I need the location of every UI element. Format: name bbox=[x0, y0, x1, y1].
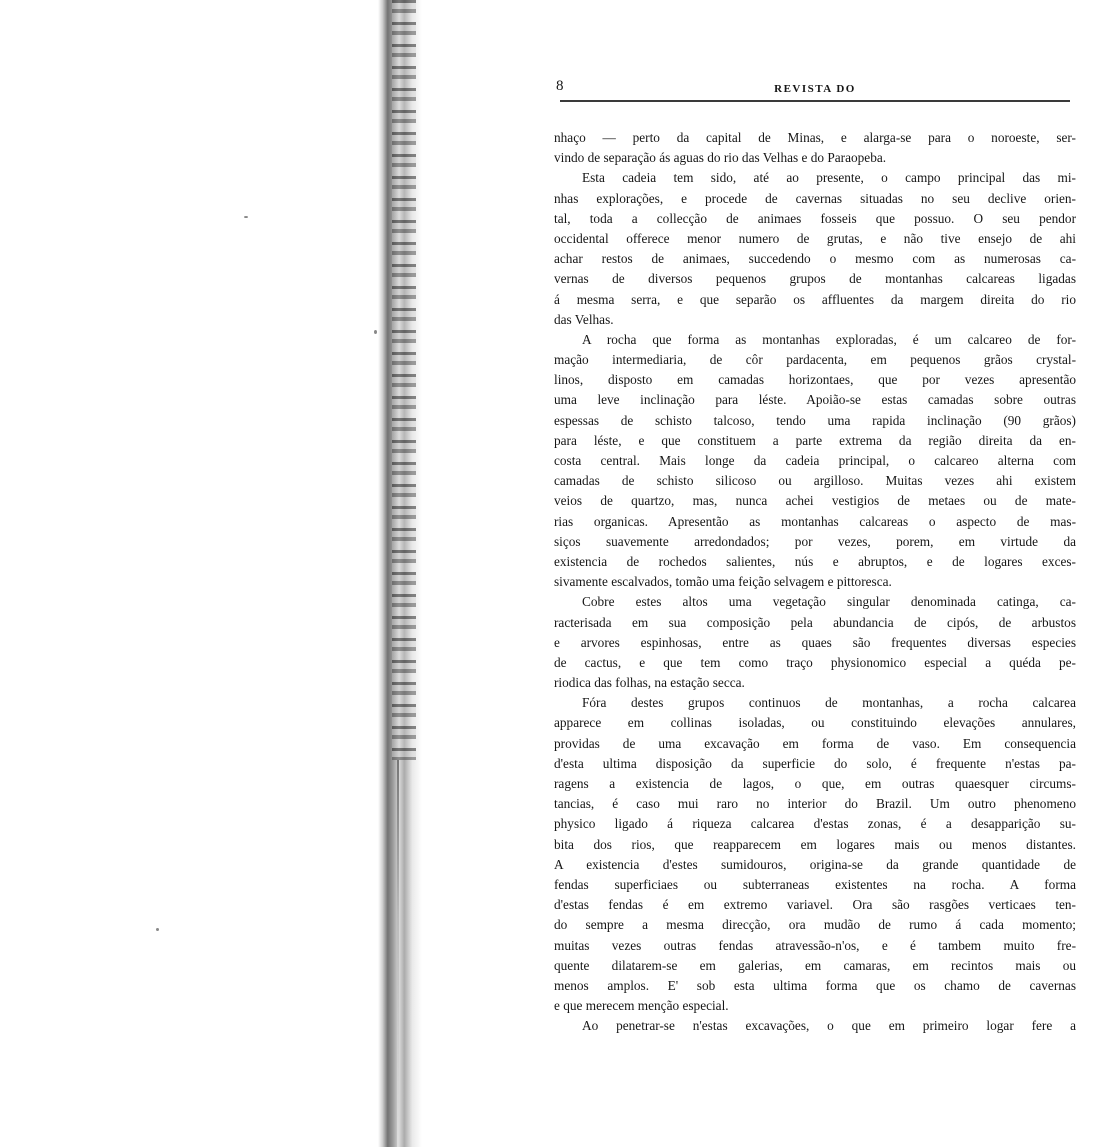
gutter-edge bbox=[397, 760, 399, 1147]
text-line: riodica das folhas, na estação secca. bbox=[554, 675, 745, 691]
text-line: fendas superficiaes ou subterraneas existentes na rocha. A forma bbox=[554, 876, 1076, 892]
text-line: linos, disposto em camadas horizontaes, que por vezes apresentão bbox=[554, 372, 1076, 388]
text-line: e arvores espinhosas, entre as quaes são frequentes diversas especies bbox=[554, 634, 1076, 650]
text-line: rias organicas. Apresentão as montanhas calcareas o aspecto de mas- bbox=[554, 513, 1076, 529]
text-line: muitas vezes outras fendas atravessão-n'os, e é tambem muito fre- bbox=[554, 937, 1076, 953]
text-line: costa central. Mais longe da cadeia principal, o calcareo alterna com bbox=[554, 453, 1076, 468]
text-line: mação intermediaria, de côr pardacenta, em pequenos grãos crystal- bbox=[554, 352, 1076, 368]
text-line: physico ligado á riqueza calcarea d'estas zonas, é a desapparição su- bbox=[554, 816, 1076, 832]
text-line: menos amplos. E' sob esta ultima forma que os chamo de cavernas bbox=[554, 977, 1076, 993]
text-line: das Velhas. bbox=[554, 311, 614, 327]
text-line: achar restos de animaes, succedendo o mesmo com as numerosas ca- bbox=[554, 251, 1076, 267]
running-head bbox=[554, 78, 1076, 100]
text-line: A existencia d'estes sumidouros, origina-se da grande quantidade de bbox=[554, 856, 1076, 872]
body-text bbox=[554, 128, 1076, 1036]
text-line: e que merecem menção especial. bbox=[554, 998, 729, 1014]
text-line: bita dos rios, que reapparecem em logares mais ou menos distantes. bbox=[554, 836, 1076, 852]
text-line: Fóra destes grupos continuos de montanhas, a rocha calcarea bbox=[582, 695, 1076, 711]
text-line: á mesma serra, e que separão os affluentes da margem direita do rio bbox=[554, 291, 1076, 307]
text-line: A rocha que forma as montanhas exploradas, é um calcareo de for- bbox=[582, 331, 1076, 347]
text-line: apparece em collinas isoladas, ou constituindo elevações annulares, bbox=[554, 715, 1076, 731]
text-line: Esta cadeia tem sido, até ao presente, o campo principal das mi- bbox=[582, 170, 1076, 186]
text-line: occidental offerece menor numero de grutas, e não tive ensejo de ahi bbox=[554, 230, 1076, 246]
running-title: REVISTA DO bbox=[774, 83, 856, 95]
text-line: Ao penetrar-se n'estas excavações, o que em primeiro logar fere a bbox=[582, 1018, 1076, 1034]
text-line: vindo de separação ás aguas do rio das Velhas e do Paraopeba. bbox=[554, 150, 887, 166]
text-line: nhaço — perto da capital de Minas, e alarga-se para o noroeste, ser- bbox=[554, 130, 1076, 145]
text-line: quente dilatarem-se em galerias, em camaras, em recintos mais ou bbox=[554, 957, 1076, 973]
text-line: ragens a existencia de lagos, o que, em outras quaesquer circums- bbox=[554, 776, 1076, 791]
scan-speck bbox=[156, 928, 159, 931]
page-number: 8 bbox=[556, 78, 564, 94]
text-line: para léste, e que constituem a parte extrema da região direita da en- bbox=[554, 432, 1076, 448]
text-line: camadas de schisto silicoso ou argilloso. Muitas vezes ahi existem bbox=[554, 473, 1076, 489]
scan-speck bbox=[244, 216, 248, 218]
text-line: Cobre estes altos uma vegetação singular denominada catinga, ca- bbox=[582, 594, 1076, 610]
text-line: do sempre a mesma direcção, ora mudão de rumo á cada momento; bbox=[554, 917, 1076, 933]
text-line: existencia de rochedos salientes, nús e abruptos, e de logares exces- bbox=[554, 553, 1076, 569]
text-line: vernas de diversos pequenos grupos de montanhas calcareas ligadas bbox=[554, 271, 1076, 287]
text-line: d'esta ultima disposição da superficie do solo, é frequente n'estas pa- bbox=[554, 755, 1076, 771]
text-line: nhas explorações, e procede de cavernas situadas no seu declive orien- bbox=[554, 190, 1076, 206]
book-page bbox=[554, 78, 1076, 1036]
header-rule bbox=[560, 100, 1070, 102]
text-line: sivamente escalvados, tomão uma feição selvagem e pittoresca. bbox=[554, 574, 892, 590]
text-line: siços suavemente arredondados; por vezes, porem, em virtude da bbox=[554, 533, 1076, 549]
text-line: de cactus, e que tem como traço physionomico especial a quéda pe- bbox=[554, 654, 1076, 670]
text-line: veios de quartzo, mas, nunca achei vestigios de metaes ou de mate- bbox=[554, 493, 1076, 509]
text-line: tancias, é caso mui raro no interior do Brazil. Um outro phenomeno bbox=[554, 796, 1076, 812]
text-line: providas de uma excavação em forma de vaso. Em consequencia bbox=[554, 735, 1076, 751]
text-line: uma leve inclinação para léste. Apoião-se estas camadas sobre outras bbox=[554, 392, 1076, 408]
text-line: racterisada em sua composição pela abundancia de cipós, de arbustos bbox=[554, 614, 1076, 630]
scan-speck bbox=[374, 330, 377, 334]
gutter-shadow bbox=[392, 0, 416, 760]
text-line: tal, toda a collecção de animaes fosseis que possuo. O seu pendor bbox=[554, 210, 1076, 226]
text-line: espessas de schisto talcoso, tendo uma rapida inclinação (90 grãos) bbox=[554, 412, 1076, 428]
text-line: d'estas fendas é em extremo variavel. Ora são rasgões verticaes ten- bbox=[554, 897, 1076, 913]
